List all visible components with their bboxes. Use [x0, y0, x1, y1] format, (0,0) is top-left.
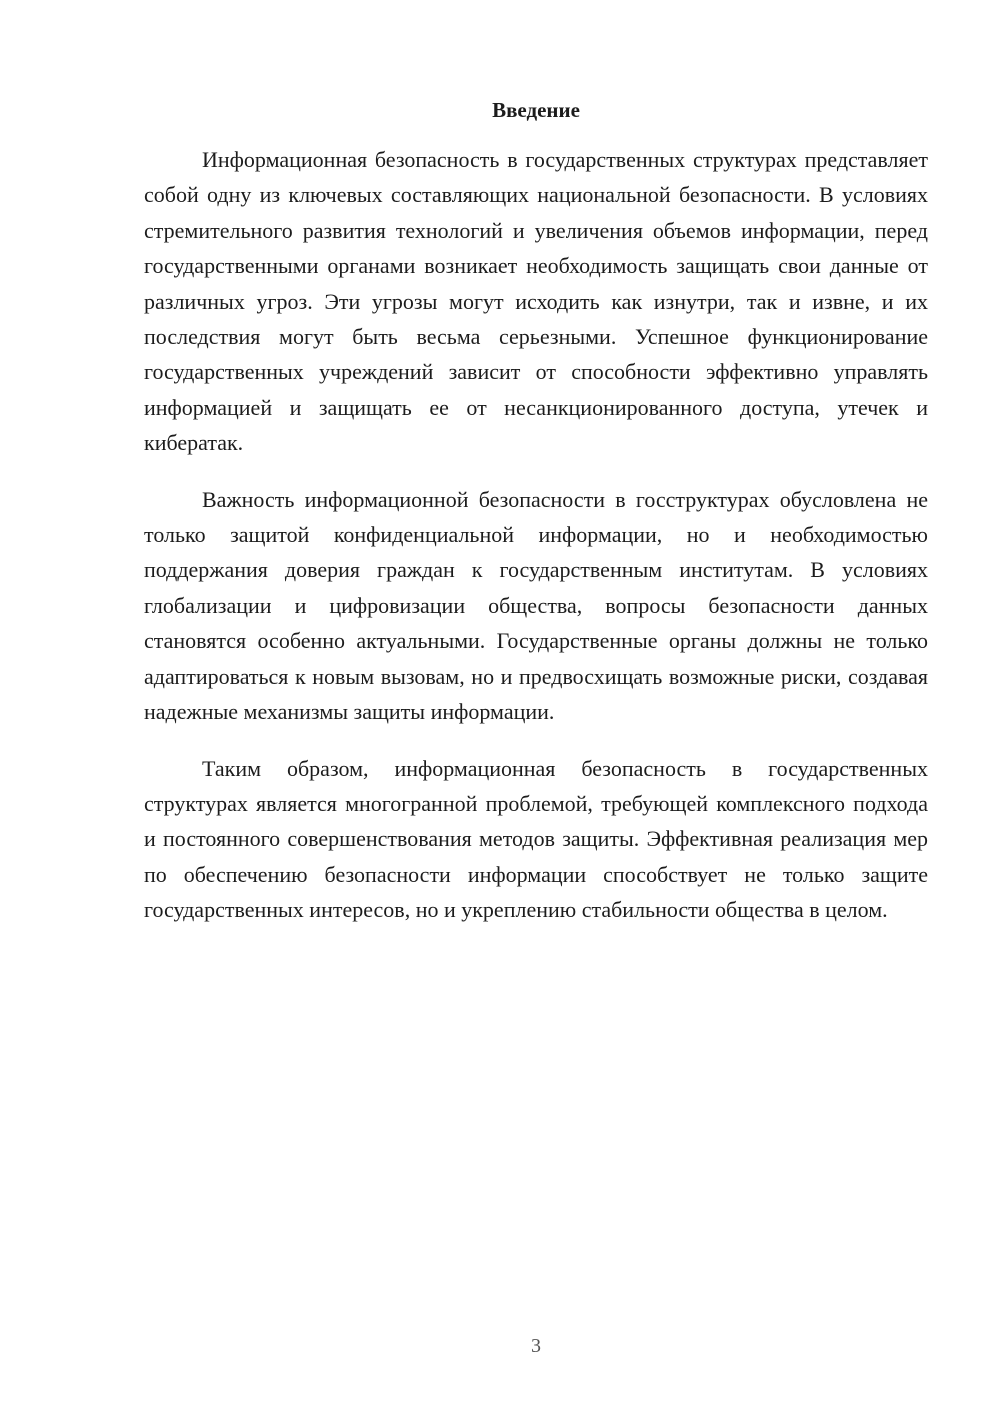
page-number: 3: [531, 1335, 541, 1357]
section-heading: Введение: [492, 98, 580, 122]
page-content: [144, 92, 928, 928]
paragraph-2: Важность информационной безопасности в госструктурах обусловлена не только защитой конфиденциальной информации, но и необходимостью поддержания доверия граждан к государственным институтам. В условиях глобализации и цифровизации общества, вопросы безопасности данных становятся особенно актуальными. Государственные органы должны не только адаптироваться к новым вызовам, но и предвосхищать возможные риски, создавая надежные механизмы защиты информации.: [144, 486, 928, 725]
paragraph-1: Информационная безопасность в государственных структурах представляет собой одну из ключевых составляющих национальной безопасности. В условиях стремительного развития технологий и увеличения объемов информации, перед государственными органами возникает необходимость защищать свои данные от различных угроз. Эти угрозы могут исходить как изнутри, так и извне, и их последствия могут быть весьма серьезными. Успешное функционирование государственных учреждений зависит от способности эффективно управлять информацией и защищать ее от несанкционированного доступа, утечек и кибератак.: [144, 147, 928, 456]
paragraph-3: Таким образом, информационная безопасность в государственных структурах является многогранной проблемой, требующей комплексного подхода и постоянного совершенствования методов защиты. Эффективная реализация мер по обеспечению безопасности информации способствует не только защите государственных интересов, но и укреплению стабильности общества в целом.: [144, 755, 928, 923]
